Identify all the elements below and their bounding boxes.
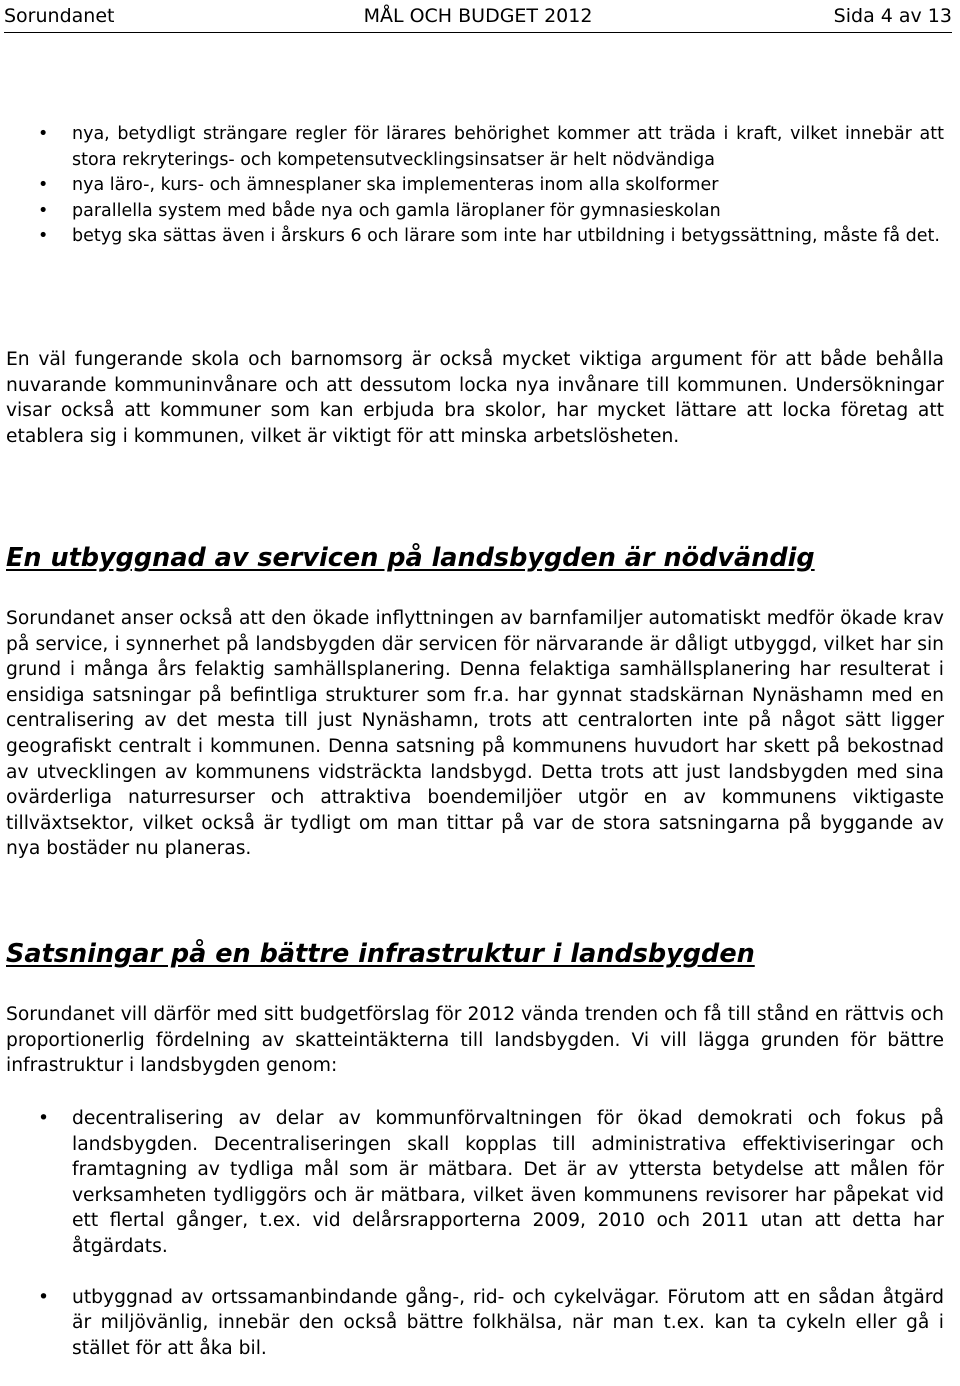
header-divider (4, 32, 952, 33)
infra-text-container (6, 1002, 944, 1079)
list-item (6, 1285, 944, 1362)
service-text-container (6, 606, 944, 862)
school-paragraph-container (6, 347, 944, 449)
bullet-icon: • (38, 1108, 50, 1129)
top-bullet-list-container (6, 122, 944, 250)
bullet-icon: • (38, 226, 49, 247)
list-item-text: decentralisering av delar av kommunförvaltningen för ökad demokrati och fokus på landsbygden. Decentraliseringen skall kopplas till administrativa effektiviseringar och framtagning av tydliga mål som är mätbara. Det är av yttersta betydelse att målen för verksamheten tydliggörs och är mätbara, vilket även kommunens revisorer har påpekat vid ett flertal gånger, t.ex. vid delårsrapporterna 2009, 2010 och 2011 utan att detta har åtgärdats. (72, 1108, 944, 1257)
infra-heading: Satsningar på en bättre infrastruktur i landsbygden (6, 939, 755, 969)
header-page-number: Sida 4 av 13 (833, 5, 952, 27)
bullet-icon: • (38, 124, 49, 144)
page-header (4, 4, 952, 28)
list-item-text: nya läro-, kurs- och ämnesplaner ska implementeras inom alla skolformer (72, 175, 719, 196)
infra-paragraph: Sorundanet vill därför med sitt budgetförslag för 2012 vända trenden och få till stånd en rättvis och proportionerlig fördelning av skatteintäkterna till landsbygden. Vi vill lägga grunden för bättre infrastruktur i landsbygden genom: (6, 1004, 944, 1077)
service-heading: En utbyggnad av servicen på landsbygden är nödvändig (6, 543, 815, 573)
list-item-text: utbyggnad av ortssamanbindande gång-, rid- och cykelvägar. Förutom att en sådan åtgärd är miljövänlig, innebär den också bättre folkhälsa, när man t.ex. kan ta cykeln eller gå i stället för att åka bil. (72, 1286, 944, 1359)
bullet-icon: • (38, 175, 49, 196)
list-item (6, 173, 944, 199)
list-item-text: betyg ska sättas även i årskurs 6 och lärare som inte har utbildning i betygssättning, måste få det. (72, 226, 940, 247)
list-item-text: parallella system med både nya och gamla läroplaner för gymnasieskolan (72, 200, 721, 221)
bullet-icon: • (38, 200, 49, 221)
infra-section (6, 938, 944, 970)
header-organization: Sorundanet (4, 5, 115, 27)
list-item-text: nya, betydligt strängare regler för lärares behörighet kommer att träda i kraft, vilket innebär att stora rekryterings- och kompetensutvecklingsinsatser är helt nödvändiga (72, 124, 944, 170)
infra-bullet-list-container (6, 1106, 944, 1386)
service-paragraph: Sorundanet anser också att den ökade inflyttningen av barnfamiljer automatiskt medför ökade krav på service, i synnerhet på landsbygden där servicen för närvarande är dåligt utbyggd, vilket har sin grund i många års felaktig samhällsplanering. Denna felaktiga samhällsplanering har resulterat i ensidiga satsningar på befintliga strukturer som fr.a. har gynnat stadskärnan Nynäshamn med en centralisering av det mesta till just Nynäshamn, trots att centralorten inte på något sätt ligger geografiskt centralt i kommunen. Denna satsning på kommunens huvudort har skett på bekostnad av utvecklingen av kommunens vidsträckta landsbygd. Detta trots att just landsbygden med sina ovärderliga naturresurser och attraktiva boendemiljöer utgör en av kommunens viktigaste tillväxtsektor, vilket också är tydligt om man tittar på var de stora satsningarna på byggande av nya bostäder nu planeras. (6, 608, 944, 860)
header-document-title: MÅL OCH BUDGET 2012 (363, 5, 593, 27)
school-paragraph: En väl fungerande skola och barnomsorg är också mycket viktiga argument för att både behålla nuvarande kommuninvånare och att dessutom locka nya invånare till kommunen. Undersökningar visar också att kommuner som kan erbjuda bra skolor, har mycket lättare att locka företag att etablera sig i kommunen, vilket är viktigt för att minska arbetslösheten. (6, 349, 944, 447)
list-item (6, 1106, 944, 1260)
list-item (6, 122, 944, 173)
bullet-icon: • (38, 1286, 50, 1308)
infra-bullet-list (6, 1106, 944, 1361)
list-item (6, 199, 944, 225)
service-section (6, 542, 944, 574)
top-bullet-list (6, 122, 944, 250)
list-item (6, 224, 944, 250)
